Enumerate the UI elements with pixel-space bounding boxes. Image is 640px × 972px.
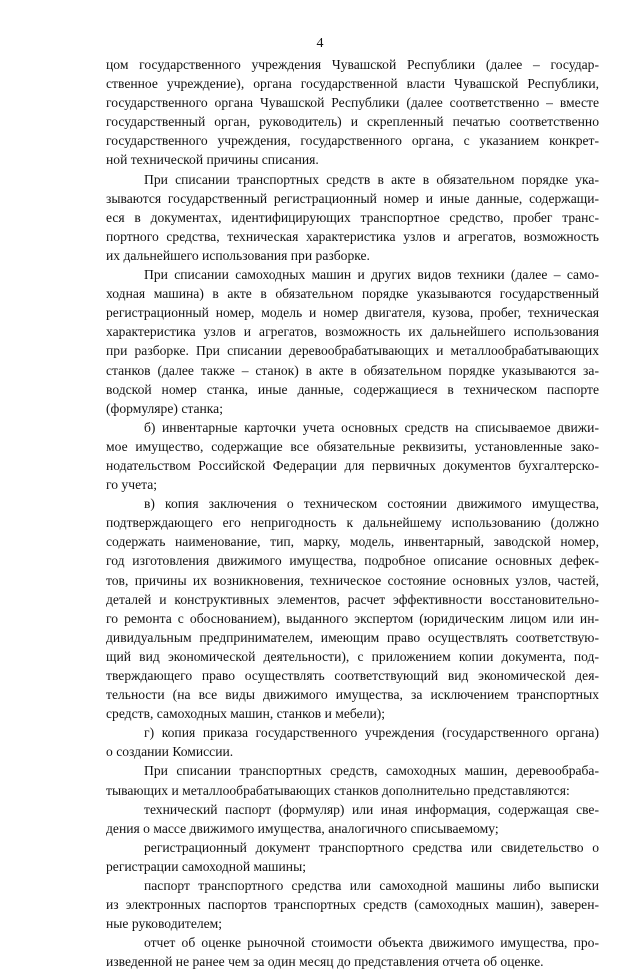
text-line: портного средства, техническая характеристика узлов и агрегатов, возможность: [106, 228, 599, 244]
text-line: регистрации самоходной машины;: [106, 858, 306, 874]
text-line: г) копия приказа государственного учреждения (государственного органа): [144, 725, 599, 741]
paragraph-item-v: [106, 494, 599, 723]
text-line: регистрационный документ транспортного средства или свидетельство о: [144, 839, 599, 855]
text-line: ной технической причины списания.: [106, 152, 319, 168]
text-line: средств, самоходных машин, станков и мебели);: [106, 706, 386, 722]
text-line: дения о массе движимого имущества, аналогичного списываемому;: [106, 820, 499, 836]
text-line: цом государственного учреждения Чувашской Республики (далее – государ-: [106, 57, 599, 72]
text-line: о создании Комиссии.: [106, 744, 234, 760]
text-line: ходная машина) в акте в обязательном порядке указываются государственный: [106, 286, 599, 302]
text-line: год изготовления движимого имущества, подробное описание основных дефек-: [106, 553, 599, 569]
paragraph-item-b: [106, 418, 599, 494]
text-line: изведенной не ранее чем за один месяц до представления отчета об оценке.: [106, 954, 544, 970]
text-line: из электронных паспортов транспортных средств (самоходных машин), заверен-: [106, 897, 599, 913]
text-line: станков (далее также – станок) в акте в обязательном порядке указываются за-: [106, 362, 599, 378]
text-line: подтверждающего его непригодность к дальнейшему использованию (должно: [106, 515, 599, 531]
text-line: При списании транспортных средств, самоходных машин, деревообраба-: [144, 763, 599, 779]
text-line: характеристика узлов и агрегатов, возможность их дальнейшего использования: [106, 324, 599, 340]
text-line: в) копия заключения о техническом состоянии движимого имущества,: [144, 496, 599, 512]
text-line: (формуляре) станка;: [106, 400, 223, 416]
text-line: тов, причины их возникновения, техническое состояние основных узлов, частей,: [106, 572, 599, 588]
text-line: водской номер станка, иные данные, содержащиеся в техническом паспорте: [106, 381, 599, 397]
paragraph-vehicles: [106, 170, 599, 265]
paragraph-tech-passport: [106, 800, 599, 838]
text-line: При списании транспортных средств в акте в обязательном порядке ука-: [144, 171, 599, 187]
text-line: тывающих и металлообрабатывающих станков дополнительно представляются:: [106, 782, 570, 798]
text-line: еся в документах, идентифицирующих транспортное средство, пробег транс-: [106, 209, 599, 225]
paragraph-registration-doc: [106, 838, 599, 876]
page-number: 4: [316, 36, 324, 51]
text-line: дивидуальным предпринимателем, имеющим право осуществлять соответствую-: [106, 629, 599, 645]
text-line: государственный орган, руководитель) и скрепленный печатью соответственно: [106, 114, 599, 130]
text-line: государственного учреждения, государственного органа, с указанием конкрет-: [106, 133, 599, 149]
text-line: го учета;: [106, 477, 158, 493]
paragraph-valuation-report: [106, 933, 599, 971]
text-line: тверждающего право осуществлять соответствующий вид экономической дея-: [106, 668, 599, 683]
paragraph-item-g: [106, 723, 599, 761]
text-line: технический паспорт (формуляр) или иная информация, содержащая све-: [144, 801, 599, 817]
text-line: их дальнейшего использования при разборке.: [106, 247, 370, 263]
text-line: ственное учреждение), органа государственной власти Чувашской Республики,: [106, 76, 599, 92]
document-body: [106, 55, 599, 972]
text-line: паспорт транспортного средства или самоходной машины либо выписки: [144, 878, 599, 894]
text-line: го ремонта с обоснованием), выданного экспертом (юридическим лицом или ин-: [106, 610, 599, 626]
text-line: при разборке. При списании деревообрабатывающих и металлообрабатывающих: [106, 343, 599, 359]
text-line: деталей и конструктивных элементов, расчет эффективности восстановительно-: [106, 591, 599, 607]
paragraph-signature-continuation: [106, 55, 599, 170]
text-line: мое имущество, содержащие все обязательные реквизиты, установленные зако-: [106, 438, 599, 454]
text-line: содержать наименование, тип, марку, модель, инвентарный, заводской номер,: [106, 534, 599, 550]
text-line: При списании самоходных машин и других видов техники (далее – само-: [144, 267, 599, 283]
text-line: щий вид экономической деятельности), с приложением копии документа, под-: [106, 648, 599, 664]
text-line: тельности (на все виды движимого имущества, за исключением транспортных: [106, 687, 599, 703]
text-line: б) инвентарные карточки учета основных средств на списываемое движи-: [144, 419, 599, 435]
text-line: ные руководителем;: [106, 916, 223, 932]
text-line: зываются государственный регистрационный номер и иные данные, содержащи-: [106, 190, 599, 206]
text-line: нодательством Российской Федерации для первичных документов бухгалтерско-: [106, 457, 599, 473]
text-line: регистрационный номер, модель и номер двигателя, кузова, пробег, техническая: [106, 305, 599, 321]
text-line: отчет об оценке рыночной стоимости объекта движимого имущества, про-: [144, 935, 599, 951]
paragraph-self-propelled: [106, 265, 599, 418]
text-line: государственного органа Чувашской Республики (далее соответственно – вместе: [106, 95, 599, 111]
paragraph-additional-docs: [106, 761, 599, 799]
